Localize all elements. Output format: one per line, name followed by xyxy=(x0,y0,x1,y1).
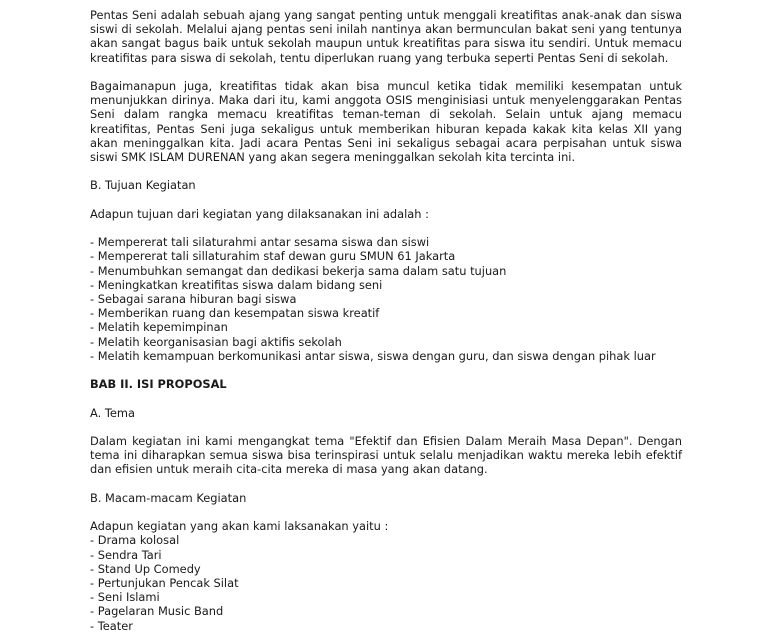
list-item: - Seni Islami xyxy=(90,590,160,605)
spacer xyxy=(90,65,682,79)
list-item: - Menumbuhkan semangat dan dedikasi bekerja sama dalam satu tujuan xyxy=(90,263,507,278)
list-item: - Stand Up Comedy xyxy=(90,561,201,576)
list-item: - Memberikan ruang dan kesempatan siswa kreatif xyxy=(90,306,380,321)
spacer xyxy=(90,193,682,207)
spacer xyxy=(90,363,682,377)
macam-list xyxy=(90,533,682,632)
list-item: - Meningkatkan kreatifitas siswa dalam bidang seni xyxy=(90,277,383,292)
list-item: - Drama kolosal xyxy=(90,533,180,548)
spacer xyxy=(90,221,682,235)
spacer xyxy=(90,391,682,405)
tujuan-intro: Adapun tujuan dari kegiatan yang dilaksanakan ini adalah : xyxy=(90,206,429,221)
tujuan-heading: B. Tujuan Kegiatan xyxy=(90,178,196,193)
intro-paragraph-1: Pentas Seni adalah sebuah ajang yang sangat penting untuk menggali kreatifitas anak-anak dan siswa siswi di sekolah. Melalui ajang pentas seni inilah nantinya akan bermunculan bakat seni yang tentunya akan sangat bagus baik untuk sekolah maupun untuk kreatifitas para siswa itu sendiri. Untuk memacu kreatifitas para siswa di sekolah, tentu diperlukan ruang yang terbuka seperti Pentas Seni di sekolah. xyxy=(90,8,682,65)
spacer xyxy=(90,420,682,434)
tema-heading: A. Tema xyxy=(90,405,135,420)
macam-intro: Adapun kegiatan yang akan kami laksanakan yaitu : xyxy=(90,519,389,534)
bab2-heading: BAB II. ISI PROPOSAL xyxy=(90,377,227,392)
list-item: - Mempererat tali sillaturahim staf dewan guru SMUN 61 Jakarta xyxy=(90,249,456,264)
macam-heading: B. Macam-macam Kegiatan xyxy=(90,490,247,505)
intro-paragraph-2: Bagaimanapun juga, kreatifitas tidak akan bisa muncul ketika tidak memiliki kesempatan untuk menunjukkan dirinya. Maka dari itu, kami anggota OSIS menginisiasi untuk menyelenggarakan Pentas Seni dalam rangka memacu kreatifitas teman-teman di sekolah. Selain untuk ajang memacu kreatifitas, Pentas Seni juga sekaligus untuk memberikan hiburan kepada kakak kita kelas XII yang akan meninggalkan kita. Jadi acara Pentas Seni ini sekaligus sebagai acara perpisahan untuk siswa siswi SMK ISLAM DURENAN yang akan segera meninggalkan sekolah kita tercinta ini. xyxy=(90,79,682,165)
list-item: - Mempererat tali silaturahmi antar sesama siswa dan siswi xyxy=(90,235,430,250)
spacer xyxy=(90,505,682,519)
tujuan-list xyxy=(90,235,682,363)
document-body xyxy=(90,8,682,633)
tema-paragraph: Dalam kegiatan ini kami mengangkat tema "Efektif dan Efisien Dalam Meraih Masa Depan". Dengan tema ini diharapkan semua siswa bisa terinspirasi untuk selalu menjadikan waktu mereka lebih efektif dan efisien untuk meraih cita-cita mereka di masa yang akan datang. xyxy=(90,433,682,477)
list-item: - Teater xyxy=(90,618,133,633)
list-item: - Melatih kemampuan berkomunikasi antar siswa, siswa dengan guru, dan siswa dengan pihak luar xyxy=(90,348,656,363)
spacer xyxy=(90,164,682,178)
list-item: - Melatih kepemimpinan xyxy=(90,320,228,335)
list-item: - Sendra Tari xyxy=(90,547,162,562)
spacer xyxy=(90,477,682,491)
list-item: - Pagelaran Music Band xyxy=(90,604,224,619)
list-item: - Melatih keorganisasian bagi aktifis sekolah xyxy=(90,334,342,349)
list-item: - Pertunjukan Pencak Silat xyxy=(90,575,239,590)
list-item: - Sebagai sarana hiburan bagi siswa xyxy=(90,292,297,306)
